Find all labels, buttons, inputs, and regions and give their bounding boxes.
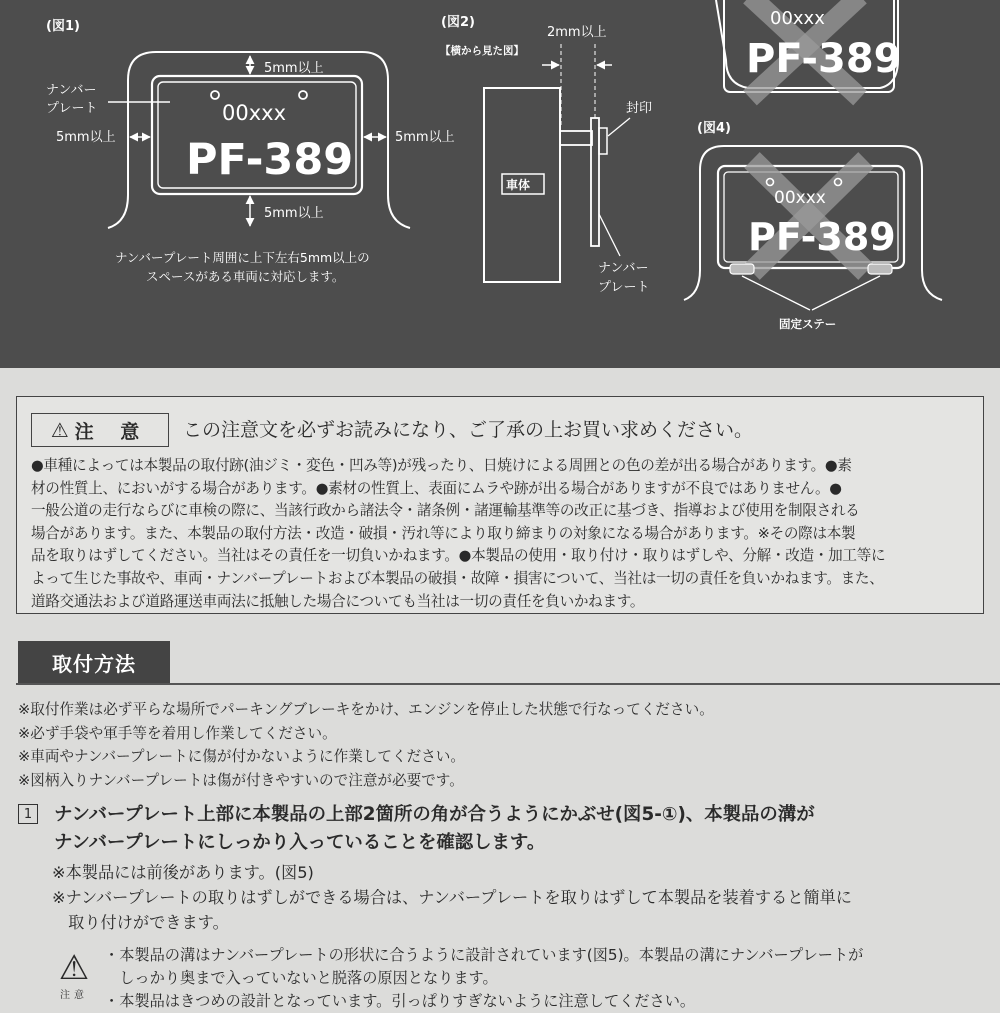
figure-1	[46, 18, 455, 284]
fig2-gap: 2mm以上	[547, 25, 607, 40]
fig1-plate-small: 00xxx	[222, 101, 287, 125]
step-1-warnings	[104, 944, 863, 1013]
caution-line: 道路交通法および道路運送車両法に抵触した場合についても当社は一切の責任を負いかねます。	[31, 592, 645, 610]
fig2-bolt	[560, 131, 592, 145]
fig1-plate-hole-left	[211, 91, 219, 99]
warning-line: ・本製品の溝はナンバープレートの形状に合うように設計されています(図5)。本製品の溝にナンバープレートが	[104, 946, 864, 964]
caution-box	[16, 396, 984, 614]
fig1-dim-right: 5mm以上	[395, 130, 455, 145]
warning-triangle-icon: ⚠	[50, 418, 69, 442]
prep-note: ※取付作業は必ず平らな場所でパーキングブレーキをかけ、エンジンを停止した状態で行なってください。	[18, 701, 714, 718]
fig2-plate-label-2: プレート	[598, 280, 650, 295]
caution-line: 一般公道の走行ならびに車検の際に、当該行政から諸法令・諸条例・諸運輸基準等の改正に基づき、指導および使用を制限される	[31, 502, 860, 520]
fig2-plate-label-1: ナンバー	[598, 261, 649, 276]
fig2-plate-leader	[599, 214, 620, 256]
fig2-seal-label: 封印	[626, 101, 653, 116]
step-1-note: 取り付けができます。	[52, 913, 229, 932]
step-1-notes	[52, 860, 852, 935]
fig2-seal-leader	[608, 118, 630, 136]
warning-line: ・本製品はきつめの設計となっています。引っぱりすぎないように注意してください。	[104, 992, 696, 1010]
fig1-dim-bottom: 5mm以上	[264, 206, 324, 221]
fig4-stay-leader-left	[742, 276, 810, 310]
section-divider	[16, 683, 1000, 685]
caution-line: ●車種によっては本製品の取付跡(油ジミ・変色・凹み等)が残ったり、日焼けによる周囲との色の差が出る場合があります。●素	[31, 457, 852, 474]
fig1-plate-big: PF-389	[186, 135, 354, 185]
fig2-side-view: 【横から見た図】	[440, 45, 524, 57]
section-title-install: 取付方法	[18, 641, 170, 683]
fig1-plate-label-1: ナンバー	[46, 83, 97, 98]
fig1-dim-top: 5mm以上	[264, 61, 324, 76]
caution-line: よって生じた事故や、車両・ナンバープレートおよび本製品の破損・故障・損害について、当社は一切の責任を負いかねます。また、	[31, 569, 884, 587]
prep-notes	[18, 698, 714, 792]
step-1-note: ※ナンバープレートの取りはずしができる場合は、ナンバープレートを取りはずして本製品を装着すると簡単に	[52, 888, 852, 907]
installation-diagrams	[0, 0, 1000, 368]
caution-label-text: 注 意	[74, 420, 150, 443]
prep-note: ※車両やナンバープレートに傷が付かないように作業してください。	[18, 748, 465, 765]
fig4-stay-leader-right	[812, 276, 880, 310]
fig1-caption-1: ナンバープレート周囲に上下左右5mm以上の	[115, 250, 370, 265]
step-1-note: ※本製品には前後があります。(図5)	[52, 863, 314, 882]
prep-note: ※必ず手袋や軍手等を着用し作業してください。	[18, 724, 337, 742]
fig4-stay-right	[868, 264, 892, 274]
fig4-label: (図4)	[697, 121, 731, 136]
prep-note: ※図柄入りナンバープレートは傷が付きやすいので注意が必要です。	[18, 771, 464, 789]
caution-heading: この注意文を必ずお読みになり、ご了承の上お買い求めください。	[183, 419, 754, 441]
fig1-label: (図1)	[46, 19, 80, 34]
step-1-number: 1	[18, 804, 38, 824]
caution-icon-label: 注意	[60, 990, 88, 1001]
warning-triangle-icon: ⚠	[58, 948, 90, 988]
caution-line: 品を取りはずしてください。当社はその責任を一切負いかねます。●本製品の使用・取り付け・取りはずしや、分解・改造・加工等に	[31, 547, 886, 565]
fig4-plate-small: 00xxx	[774, 188, 826, 208]
fig4-stay-left	[730, 264, 754, 274]
fig4-plate-big: PF-389	[748, 215, 896, 259]
fig2-label: (図2)	[441, 15, 475, 30]
caution-body	[31, 455, 975, 613]
figure-2	[440, 14, 652, 295]
diagram-panel	[0, 0, 1000, 368]
caution-line: 材の性質上、においがする場合があります。●素材の性質上、表面にムラや跡が出る場合がありますが不良ではありません。●	[31, 479, 842, 497]
fig1-dim-left: 5mm以上	[56, 130, 116, 145]
fig3-plate-big: PF-389	[746, 36, 902, 82]
caution-label	[31, 413, 169, 447]
fig2-body: 車体	[506, 178, 531, 192]
fig1-plate-hole-right	[299, 91, 307, 99]
step-1-line: ナンバープレートにしっかり入っていることを確認します。	[54, 832, 546, 853]
fig2-seal	[599, 128, 607, 154]
figure-3	[716, 0, 902, 98]
step-1-line: ナンバープレート上部に本製品の上部2箇所の角が合うようにかぶせ(図5-①)、本製品の溝が	[54, 804, 815, 825]
fig4-stay-label: 固定ステー	[779, 317, 837, 331]
figure-4	[684, 120, 942, 331]
fig1-caption-2: スペースがある車両に対応します。	[146, 269, 345, 284]
caution-line: 場合があります。また、本製品の取付方法・改造・破損・汚れ等により取り締まりの対象になる場合があります。※その際は本製	[31, 524, 856, 542]
fig1-plate-label-2: プレート	[46, 101, 98, 116]
caution-icon	[54, 950, 94, 1000]
warning-line: しっかり奥まで入っていないと脱落の原因となります。	[104, 969, 498, 987]
step-1-instruction	[54, 801, 815, 857]
fig3-plate-small: 00xxx	[770, 8, 825, 29]
